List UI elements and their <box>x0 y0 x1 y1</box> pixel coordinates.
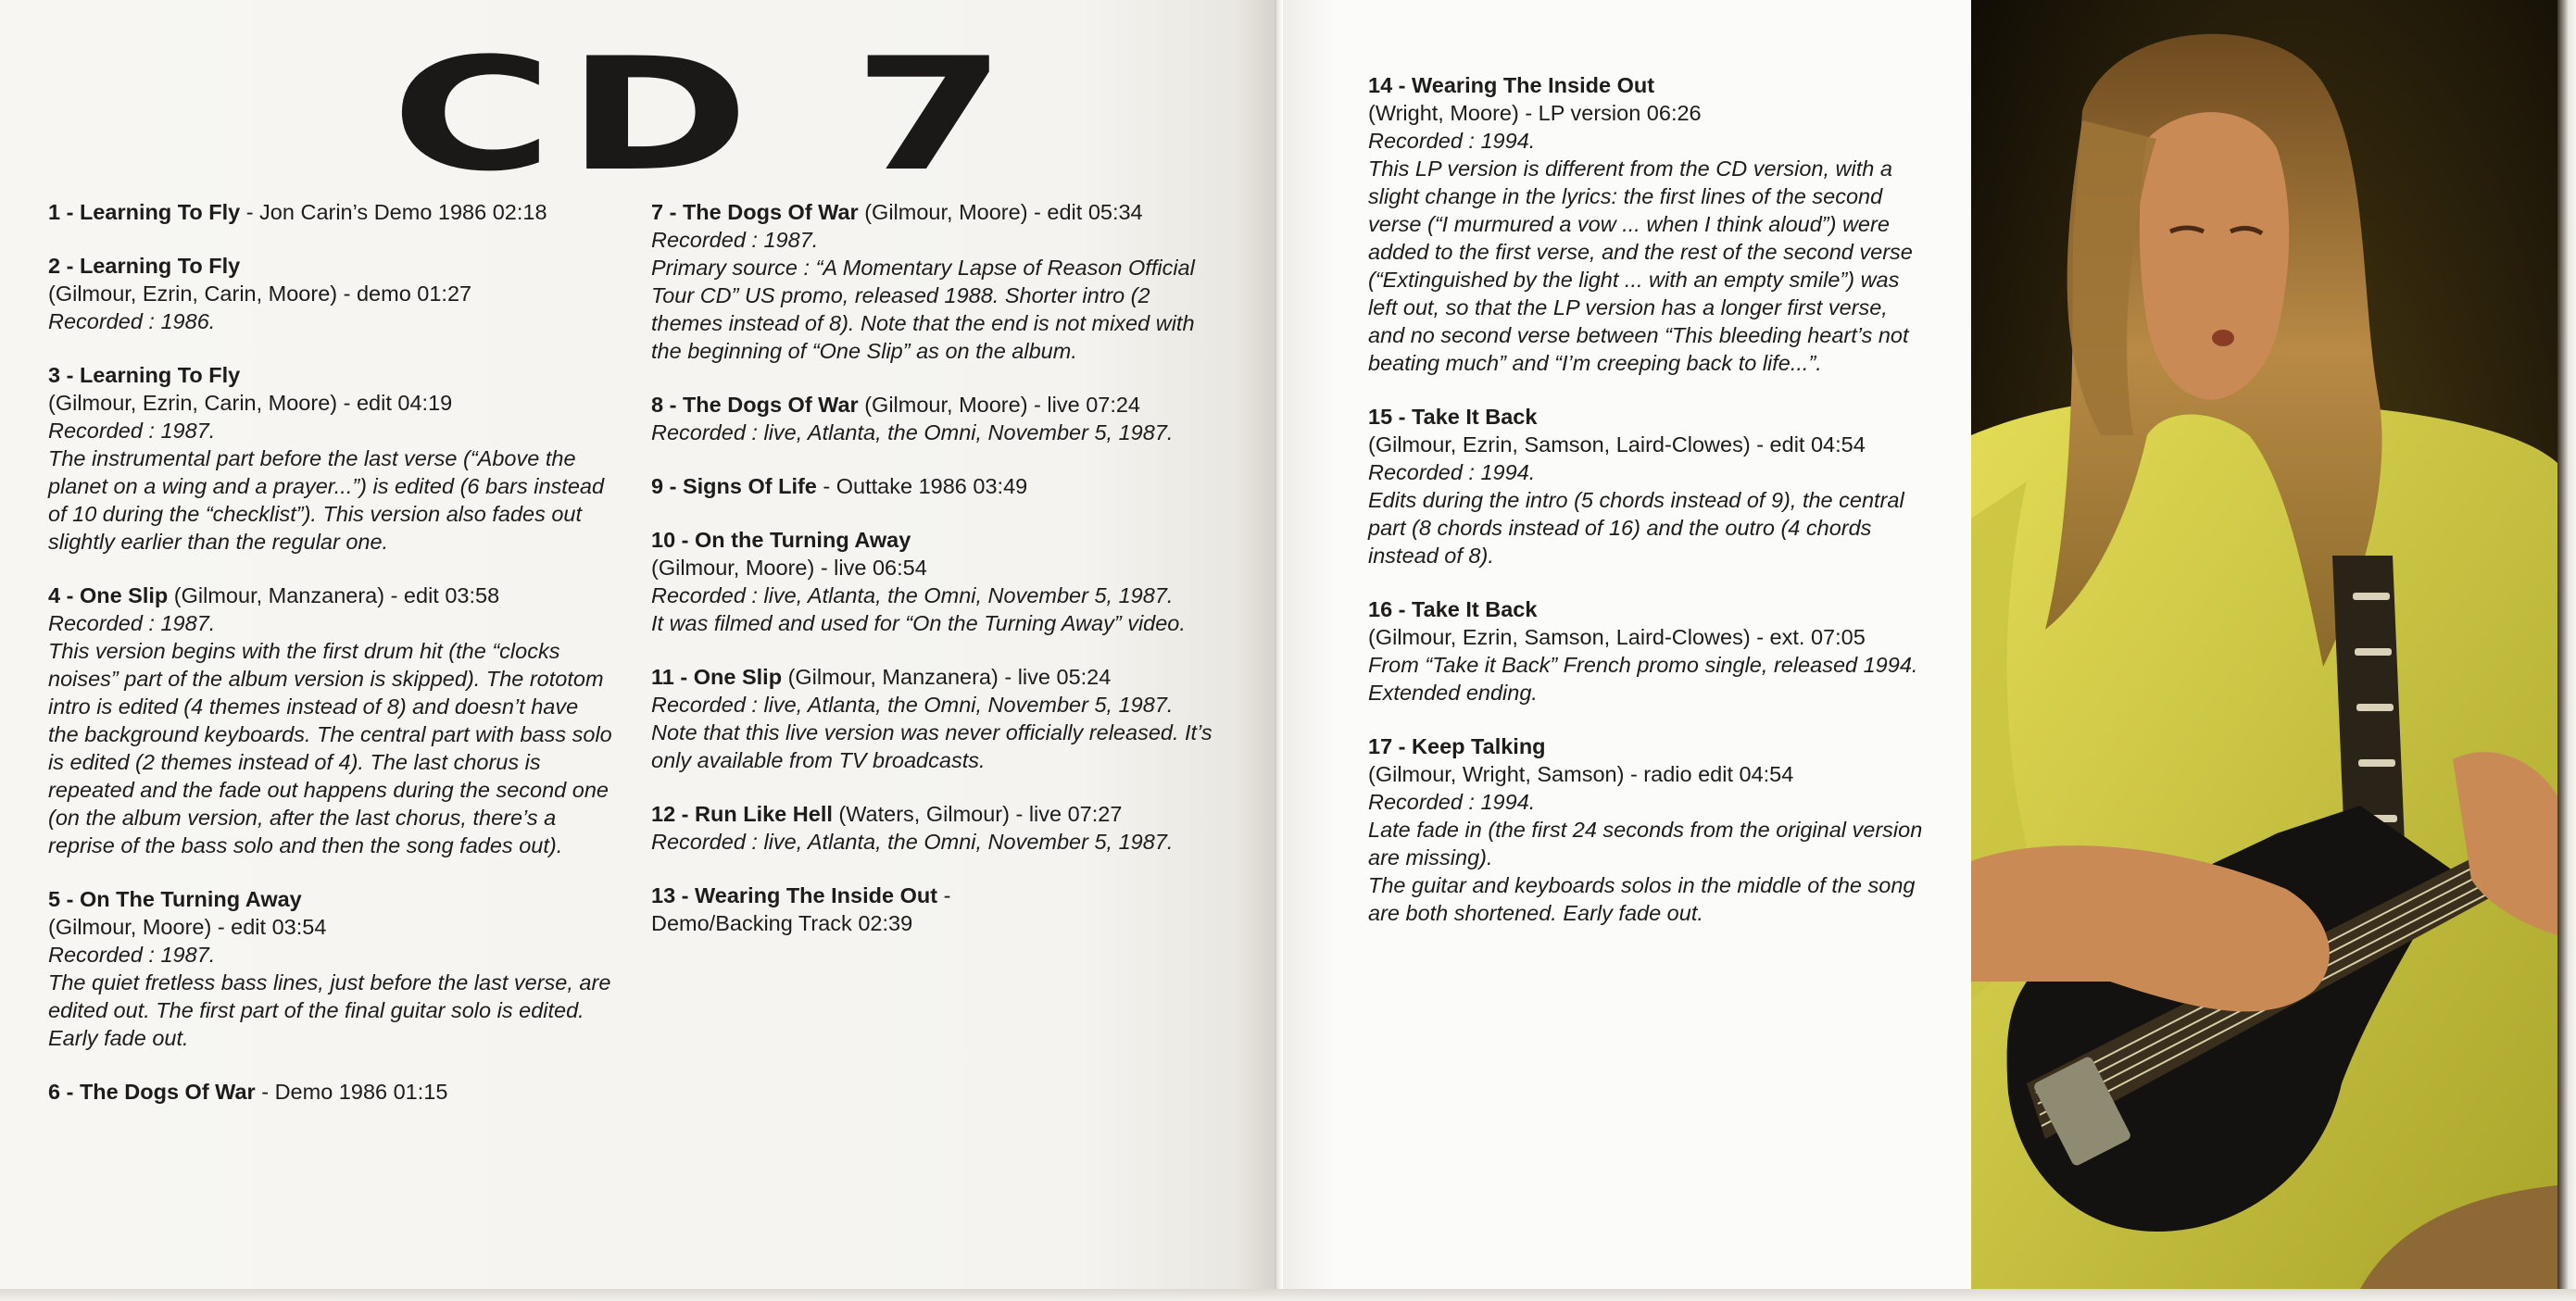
track-heading <box>651 800 1218 828</box>
track-heading <box>651 663 1218 691</box>
track-inline-meta: (Gilmour, Manzanera) - edit 03:58 <box>168 583 500 607</box>
track-heading <box>48 198 613 226</box>
track-note: Recorded : 1987. <box>48 611 216 635</box>
guitarist-photo <box>1971 0 2557 1289</box>
track-note: Recorded : 1994. <box>1368 790 1536 814</box>
track-heading <box>1368 71 1929 99</box>
track-entry <box>48 361 613 556</box>
track-heading <box>651 526 1218 554</box>
track-inline-meta: - <box>937 883 951 907</box>
track-heading <box>1368 595 1929 623</box>
track-meta: (Wright, Moore) - LP version 06:26 <box>1368 101 1702 125</box>
track-entry <box>651 663 1218 774</box>
track-entry <box>48 582 613 859</box>
track-entry <box>651 198 1218 365</box>
track-entry <box>48 1078 613 1106</box>
track-title: 9 - Signs Of Life <box>651 474 817 498</box>
track-note: The quiet fretless bass lines, just before the last verse, are edited out. The first part of the final guitar solo is edited. Early fade out. <box>48 970 611 1050</box>
track-entry <box>651 882 1218 937</box>
track-note: Recorded : 1994. <box>1368 129 1536 153</box>
track-heading <box>1368 732 1929 760</box>
track-entry <box>48 885 613 1052</box>
track-note: Recorded : 1987. <box>651 228 819 252</box>
track-note: Recorded : live, Atlanta, the Omni, November 5, 1987. <box>651 830 1174 854</box>
track-title: 14 - Wearing The Inside Out <box>1368 73 1655 97</box>
track-inline-meta: (Gilmour, Manzanera) - live 05:24 <box>782 665 1112 689</box>
track-note: This LP version is different from the CD version, with a slight change in the lyrics: the first lines of the second verse (“I murmured a vow ... when I think aloud”) were added to the first verse, and the rest of the second verse (“Extinguished by the light ... with an empty smile”) was left out, so that the LP version has a longer first verse, and no second verse between “This bleeding heart’s not beating much” and “I’m creeping back to life...”. <box>1368 156 1913 375</box>
track-note: Recorded : live, Atlanta, the Omni, November 5, 1987. <box>651 583 1174 607</box>
track-heading <box>48 361 613 389</box>
booklet-gutter <box>1275 0 1283 1289</box>
track-heading <box>48 885 613 913</box>
track-inline-meta: - Outtake 1986 03:49 <box>816 474 1028 498</box>
track-note: Primary source : “A Momentary Lapse of Reason Official Tour CD” US promo, released 1988. Shorter intro (2 themes instead of 8). Note that the end is not mixed with the beginning of “One Slip” as on the album. <box>651 256 1195 363</box>
track-heading <box>48 1078 613 1106</box>
track-meta: (Gilmour, Ezrin, Carin, Moore) - edit 04:19 <box>48 391 453 415</box>
track-inline-meta: (Waters, Gilmour) - live 07:27 <box>832 802 1123 826</box>
track-meta: (Gilmour, Moore) - live 06:54 <box>651 556 927 580</box>
track-note: Note that this live version was never officially released. It’s only available from TV broadcasts. <box>651 720 1213 772</box>
track-entry <box>1368 595 1929 707</box>
track-title: 6 - The Dogs Of War <box>48 1080 256 1104</box>
track-title: 3 - Learning To Fly <box>48 363 241 387</box>
track-meta: (Gilmour, Wright, Samson) - radio edit 04:54 <box>1368 762 1794 786</box>
track-entry <box>651 526 1218 637</box>
track-inline-meta: (Gilmour, Moore) - edit 05:34 <box>858 200 1143 224</box>
tracklist-column-3 <box>1368 71 1929 953</box>
track-title: 13 - Wearing The Inside Out <box>651 883 938 907</box>
track-meta: (Gilmour, Ezrin, Carin, Moore) - demo 01:27 <box>48 281 472 306</box>
track-meta: (Gilmour, Ezrin, Samson, Laird-Clowes) - edit 04:54 <box>1368 432 1866 457</box>
booklet-right-edge <box>2557 0 2576 1289</box>
track-title: 5 - On The Turning Away <box>48 887 302 911</box>
track-entry <box>48 198 613 226</box>
track-title: 8 - The Dogs Of War <box>651 393 859 417</box>
track-inline-meta: - Demo 1986 01:15 <box>255 1080 448 1104</box>
track-entry <box>651 472 1218 500</box>
track-meta: (Gilmour, Moore) - edit 03:54 <box>48 915 327 939</box>
track-entry <box>651 800 1218 856</box>
scan-bottom-edge <box>0 1289 2576 1301</box>
track-title: 4 - One Slip <box>48 583 169 607</box>
track-heading <box>1368 403 1929 431</box>
track-note: Recorded : live, Atlanta, the Omni, November 5, 1987. <box>651 420 1174 444</box>
track-inline-meta: (Gilmour, Moore) - live 07:24 <box>858 393 1140 417</box>
tracklist-column-1 <box>48 198 613 1132</box>
tracklist-column-2 <box>651 198 1218 963</box>
cd-title: CD 7 <box>391 24 1020 206</box>
track-entry <box>1368 71 1929 377</box>
track-heading <box>651 391 1218 419</box>
track-note: From “Take it Back” French promo single, released 1994. Extended ending. <box>1368 653 1918 705</box>
track-title: 1 - Learning To Fly <box>48 200 241 224</box>
track-title: 17 - Keep Talking <box>1368 734 1546 758</box>
track-entry <box>48 252 613 335</box>
track-title: 7 - The Dogs Of War <box>651 200 859 224</box>
track-entry <box>1368 732 1929 927</box>
track-title: 12 - Run Like Hell <box>651 802 833 826</box>
track-note: This version begins with the first drum hit (the “clocks noises” part of the album version is skipped). The rototom intro is edited (4 themes instead of 8) and doesn’t have the background keyboards. The central part with bass solo is edited (2 themes instead of 4). The last chorus is repeated and the fade out happens during the second one (on the album version, after the last chorus, there’s a reprise of the bass solo and then the song fades out). <box>48 639 612 857</box>
track-note: Edits during the intro (5 chords instead of 9), the central part (8 chords instead of 16) and the outro (4 chords instead of 8). <box>1368 488 1904 568</box>
track-heading <box>48 582 613 609</box>
track-title: 16 - Take It Back <box>1368 597 1538 621</box>
track-meta: Demo/Backing Track 02:39 <box>651 911 913 935</box>
track-note: The instrumental part before the last verse (“Above the planet on a wing and a prayer...”) is edited (6 bars instead of 10 during the “checklist”). This version also fades out slightly earlier than the regular one. <box>48 446 605 554</box>
track-heading <box>651 882 1218 909</box>
track-entry <box>651 391 1218 446</box>
track-heading <box>48 252 613 280</box>
track-heading <box>651 472 1218 500</box>
track-entry <box>1368 403 1929 569</box>
track-note: Recorded : 1994. <box>1368 460 1536 484</box>
guitarist-photo-illustration <box>1971 0 2557 1289</box>
track-note: Recorded : 1986. <box>48 309 216 333</box>
track-title: 11 - One Slip <box>651 665 783 689</box>
track-title: 15 - Take It Back <box>1368 405 1538 429</box>
track-meta: (Gilmour, Ezrin, Samson, Laird-Clowes) - ext. 07:05 <box>1368 625 1866 649</box>
track-note: The guitar and keyboards solos in the middle of the song are both shortened. Early fade out. <box>1368 873 1916 925</box>
track-note: It was filmed and used for “On the Turning Away” video. <box>651 611 1186 635</box>
track-note: Recorded : 1987. <box>48 419 216 443</box>
track-note: Late fade in (the first 24 seconds from the original version are missing). <box>1368 818 1923 869</box>
track-note: Recorded : 1987. <box>48 943 216 967</box>
track-title: 2 - Learning To Fly <box>48 254 241 278</box>
track-inline-meta: - Jon Carin’s Demo 1986 02:18 <box>240 200 547 224</box>
track-heading <box>651 198 1218 226</box>
track-title: 10 - On the Turning Away <box>651 528 911 552</box>
track-note: Recorded : live, Atlanta, the Omni, November 5, 1987. <box>651 693 1174 717</box>
